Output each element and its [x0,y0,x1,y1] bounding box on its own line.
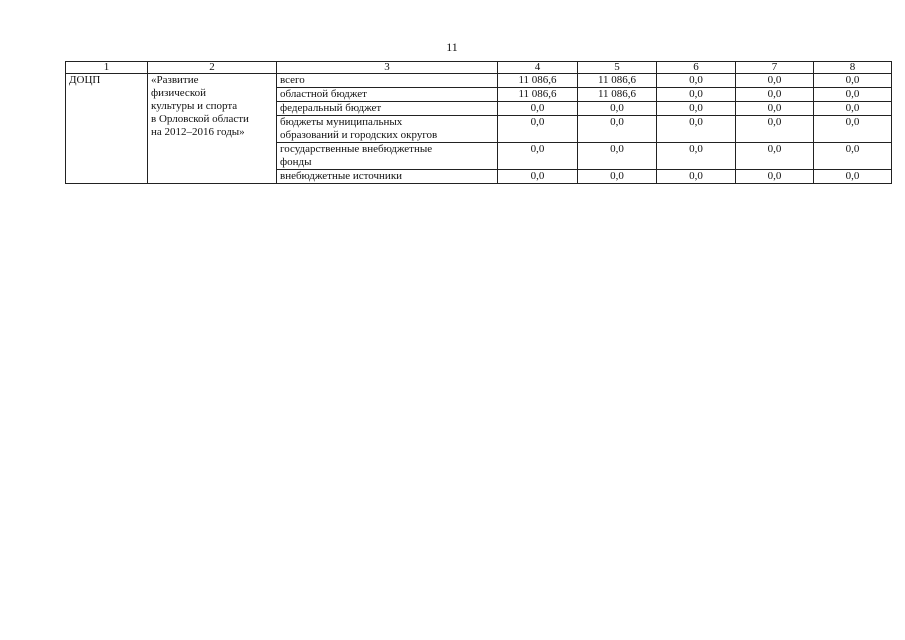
funding-source-line: образований и городских округов [280,129,438,141]
value-cell: 0,0 [498,170,578,184]
value-cell: 0,0 [814,143,892,170]
column-header: 2 [148,62,277,74]
value-cell: 0,0 [498,143,578,170]
column-header: 5 [578,62,657,74]
value-cell: 0,0 [736,170,814,184]
value-cell: 0,0 [578,116,657,143]
page-number: 11 [446,40,458,54]
column-header: 7 [736,62,814,74]
program-name-line: культуры и спорта [151,100,238,112]
value-cell: 0,0 [578,170,657,184]
value-cell: 11 086,6 [578,74,657,88]
funding-source: федеральный бюджет [277,102,498,116]
budget-table [65,61,892,184]
value-cell: 0,0 [657,170,736,184]
funding-source: областной бюджет [277,88,498,102]
value-cell: 0,0 [736,116,814,143]
value-cell: 0,0 [736,143,814,170]
value-cell: 11 086,6 [578,88,657,102]
value-cell: 0,0 [657,88,736,102]
value-cell: 0,0 [657,74,736,88]
column-header: 3 [277,62,498,74]
program-name-line: в Орловской области [151,113,249,125]
value-cell: 0,0 [736,74,814,88]
value-cell: 0,0 [814,88,892,102]
value-cell: 0,0 [498,116,578,143]
program-name-line: физической [151,87,206,99]
column-header: 6 [657,62,736,74]
program-name-line: на 2012–2016 годы» [151,126,245,138]
value-cell: 11 086,6 [498,74,578,88]
funding-source: всего [277,74,498,88]
value-cell: 0,0 [814,74,892,88]
value-cell: 0,0 [498,102,578,116]
funding-source-line: государственные внебюджетные [280,143,433,155]
value-cell: 0,0 [657,116,736,143]
value-cell: 0,0 [736,102,814,116]
column-header: 4 [498,62,578,74]
value-cell: 0,0 [814,170,892,184]
column-header: 8 [814,62,892,74]
funding-source-line: бюджеты муниципальных [280,116,403,128]
funding-source: внебюджетные источники [277,170,498,184]
value-cell: 0,0 [814,102,892,116]
funding-source-line: фонды [280,156,312,168]
value-cell: 0,0 [657,102,736,116]
column-header: 1 [66,62,148,74]
value-cell: 0,0 [657,143,736,170]
program-name-line: «Развитие [151,74,199,86]
column-number-row [66,62,892,74]
value-cell: 0,0 [578,102,657,116]
funding-source [277,116,498,143]
program-code: ДОЦП [66,74,148,184]
value-cell: 11 086,6 [498,88,578,102]
program-name [148,74,277,184]
table-row [66,74,892,88]
value-cell: 0,0 [736,88,814,102]
value-cell: 0,0 [814,116,892,143]
value-cell: 0,0 [578,143,657,170]
funding-source [277,143,498,170]
